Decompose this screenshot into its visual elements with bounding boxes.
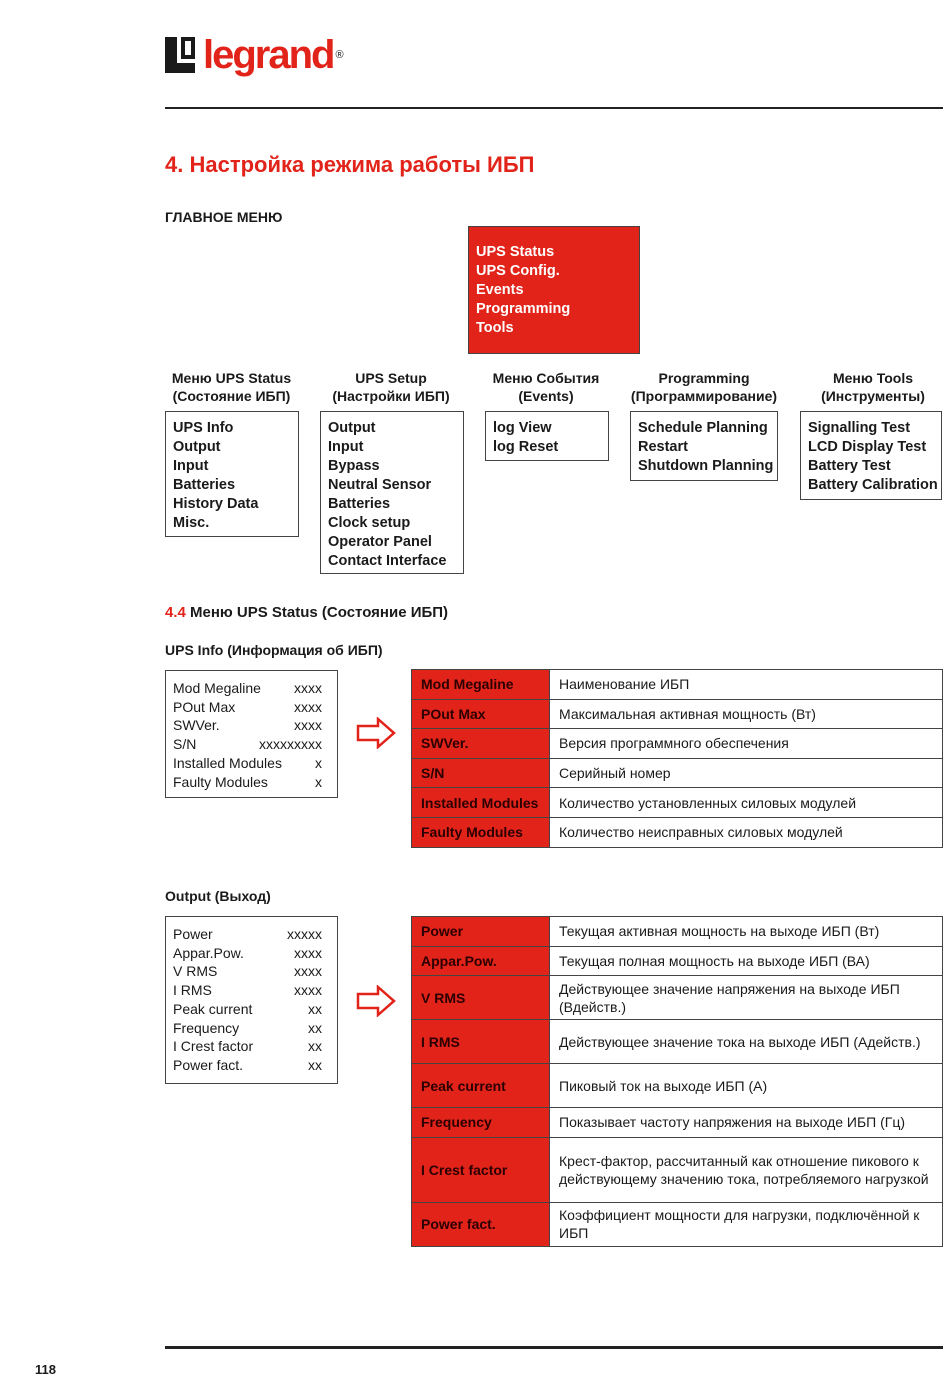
submenu-title-events — [482, 369, 610, 405]
submenu-item: Battery Calibration — [808, 477, 938, 493]
display-value: xxxx — [294, 698, 322, 715]
display-label: Installed Modules — [173, 754, 282, 771]
table-key: Peak current — [412, 1064, 550, 1108]
table-row — [412, 1202, 943, 1246]
display-label: Mod Megaline — [173, 680, 261, 696]
table-key: I RMS — [412, 1020, 550, 1064]
display-row — [173, 944, 322, 963]
table-row — [412, 670, 943, 700]
submenu-item: log View — [493, 420, 552, 436]
display-label: Appar.Pow. — [173, 944, 244, 961]
submenu-title-ups-status — [160, 369, 303, 405]
table-key: Faulty Modules — [412, 817, 550, 847]
output-heading: Output (Выход) — [165, 888, 271, 904]
main-menu-item: Tools — [476, 320, 514, 336]
table-row — [412, 1108, 943, 1138]
table-key: SWVer. — [412, 729, 550, 759]
submenu-title-line: (Инструменты) — [821, 388, 925, 404]
submenu-item: Output — [328, 420, 376, 436]
registered-mark: ® — [335, 49, 344, 61]
submenu-item: Misc. — [173, 515, 210, 531]
main-menu-item: UPS Status — [476, 244, 555, 260]
display-value: xxxx — [294, 717, 322, 734]
submenu-item: Neutral Sensor — [328, 477, 432, 493]
submenu-box-ups-setup — [320, 411, 464, 574]
table-desc: Показывает частоту напряжения на выходе ИБП (Гц) — [550, 1108, 943, 1138]
submenu-title-line: Меню События — [492, 370, 600, 386]
table-key: POut Max — [412, 699, 550, 729]
table-key: Power — [412, 917, 550, 947]
submenu-item: History Data — [173, 496, 259, 512]
submenu-item: Output — [173, 439, 221, 455]
table-row — [412, 699, 943, 729]
table-row — [412, 758, 943, 788]
display-row — [173, 1037, 322, 1056]
submenu-title-line: Меню Tools — [832, 370, 914, 386]
submenu-item: Contact Interface — [328, 553, 447, 569]
brand-name: legrand — [203, 33, 334, 77]
submenu-title-tools — [798, 369, 948, 405]
display-label: I Crest factor — [173, 1038, 254, 1055]
table-row — [412, 788, 943, 818]
subsection-heading — [165, 604, 448, 621]
submenu-item: Bypass — [328, 458, 380, 474]
display-row — [173, 962, 322, 981]
subsection-title: Меню UPS Status (Состояние ИБП) — [185, 604, 449, 621]
table-row — [412, 1020, 943, 1064]
display-label: S/N — [173, 736, 197, 753]
submenu-item: UPS Info — [173, 420, 234, 436]
display-value: x — [315, 754, 322, 771]
submenu-title-line: (Программирование) — [630, 388, 778, 404]
display-value: xxxxxxxxx — [259, 736, 322, 753]
table-key: V RMS — [412, 976, 550, 1020]
right-arrow-icon — [356, 985, 396, 1017]
submenu-title-line: UPS Setup — [355, 370, 427, 386]
display-label: Peak current — [173, 1000, 253, 1017]
table-key: S/N — [412, 758, 550, 788]
display-row — [173, 925, 322, 944]
display-row — [173, 773, 322, 792]
submenu-item: Clock setup — [328, 515, 411, 531]
submenu-item: Shutdown Planning — [638, 458, 774, 474]
submenu-item: Battery Test — [808, 458, 891, 474]
table-desc: Серийный номер — [550, 758, 943, 788]
ups-info-table — [411, 669, 943, 848]
submenu-item: Batteries — [173, 477, 236, 493]
display-label: POut Max — [173, 698, 236, 715]
display-row — [173, 1000, 322, 1019]
display-label: Frequency — [173, 1019, 240, 1036]
table-key: Appar.Pow. — [412, 946, 550, 976]
submenu-box-events — [485, 411, 609, 461]
table-desc: Количество установленных силовых модулей — [550, 788, 943, 818]
submenu-item: LCD Display Test — [808, 439, 927, 455]
page-number: 118 — [35, 1362, 56, 1377]
display-value: xxxx — [294, 963, 322, 980]
submenu-item: Batteries — [328, 496, 391, 512]
table-desc: Версия программного обеспечения — [550, 729, 943, 759]
table-row — [412, 1064, 943, 1108]
submenu-box-tools — [800, 411, 942, 500]
display-label: SWVer. — [173, 717, 220, 734]
display-row — [173, 754, 322, 773]
display-row — [173, 981, 322, 1000]
subsection-number: 4.4 — [165, 604, 186, 621]
display-value: xx — [308, 1019, 322, 1036]
submenu-box-ups-status — [165, 411, 299, 537]
brand-logo — [165, 32, 344, 78]
table-key: Power fact. — [412, 1202, 550, 1246]
display-value: xxxx — [294, 944, 322, 961]
submenu-item: Input — [328, 439, 364, 455]
table-desc: Коэффициент мощности для нагрузки, подключённой к ИБП — [550, 1202, 943, 1246]
main-menu-item: Programming — [476, 301, 571, 317]
table-desc: Действующее значение тока на выходе ИБП (Адейств.) — [550, 1020, 943, 1064]
table-row — [412, 917, 943, 947]
submenu-title-line: Меню UPS Status — [171, 370, 292, 386]
output-table — [411, 916, 943, 1247]
ups-info-heading: UPS Info (Информация об ИБП) — [165, 642, 383, 658]
submenu-title-ups-setup — [318, 369, 464, 405]
table-key: Frequency — [412, 1108, 550, 1138]
main-menu-label: ГЛАВНОЕ МЕНЮ — [165, 209, 283, 225]
display-label: Power — [173, 926, 213, 942]
submenu-box-programming — [630, 411, 778, 481]
footer-divider — [165, 1346, 943, 1349]
table-desc: Крест-фактор, рассчитанный как отношение пикового к действующему значению тока, потребляемого нагрузкой — [550, 1137, 943, 1202]
submenu-item: Input — [173, 458, 209, 474]
display-label: I RMS — [173, 982, 212, 999]
submenu-item: Restart — [638, 439, 688, 455]
table-row — [412, 946, 943, 976]
section-title: 4. Настройка режима работы ИБП — [165, 152, 535, 177]
table-row — [412, 817, 943, 847]
main-menu-item: UPS Config. — [476, 263, 560, 279]
table-row — [412, 976, 943, 1020]
submenu-title-programming — [624, 369, 784, 405]
display-value: xx — [308, 1056, 322, 1073]
display-value: xxxx — [294, 982, 322, 999]
table-row — [412, 1137, 943, 1202]
table-key: Mod Megaline — [412, 670, 550, 700]
ups-info-display — [165, 670, 338, 798]
display-label: Power fact. — [173, 1056, 244, 1073]
submenu-item: Signalling Test — [808, 420, 911, 436]
table-desc: Действующее значение напряжения на выходе ИБП (Вдейств.) — [550, 976, 943, 1020]
submenu-item: Operator Panel — [328, 534, 432, 550]
table-desc: Количество неисправных силовых модулей — [550, 817, 943, 847]
table-desc: Текущая активная мощность на выходе ИБП (Вт) — [550, 917, 943, 947]
submenu-item: log Reset — [493, 439, 559, 455]
display-value: x — [315, 773, 322, 790]
table-desc: Текущая полная мощность на выходе ИБП (ВА) — [550, 946, 943, 976]
submenu-title-line: Programming — [658, 370, 750, 386]
display-row — [173, 1019, 322, 1038]
submenu-item: Schedule Planning — [638, 420, 768, 436]
legrand-logo-icon — [165, 37, 195, 73]
table-key: Installed Modules — [412, 788, 550, 818]
display-label: V RMS — [173, 963, 218, 980]
right-arrow-icon — [356, 717, 396, 749]
main-menu-box — [468, 226, 640, 354]
display-value: xx — [308, 1000, 322, 1017]
table-desc: Пиковый ток на выходе ИБП (А) — [550, 1064, 943, 1108]
display-row — [173, 679, 322, 698]
table-key: I Crest factor — [412, 1137, 550, 1202]
output-display — [165, 916, 338, 1084]
submenu-title-line: (Состояние ИБП) — [172, 388, 291, 404]
submenu-title-line: (Настройки ИБП) — [332, 388, 450, 404]
table-row — [412, 729, 943, 759]
header-divider — [165, 107, 943, 109]
display-value: xx — [308, 1038, 322, 1055]
main-menu-item: Events — [476, 282, 524, 298]
table-desc: Наименование ИБП — [550, 670, 943, 700]
display-row — [173, 698, 322, 717]
display-row — [173, 735, 322, 754]
display-row — [173, 716, 322, 735]
display-label: Faulty Modules — [173, 773, 268, 790]
display-value: xxxxx — [287, 926, 322, 942]
display-value: xxxx — [294, 680, 322, 696]
display-row — [173, 1056, 322, 1075]
submenu-title-line: (Events) — [518, 388, 574, 404]
table-desc: Максимальная активная мощность (Вт) — [550, 699, 943, 729]
